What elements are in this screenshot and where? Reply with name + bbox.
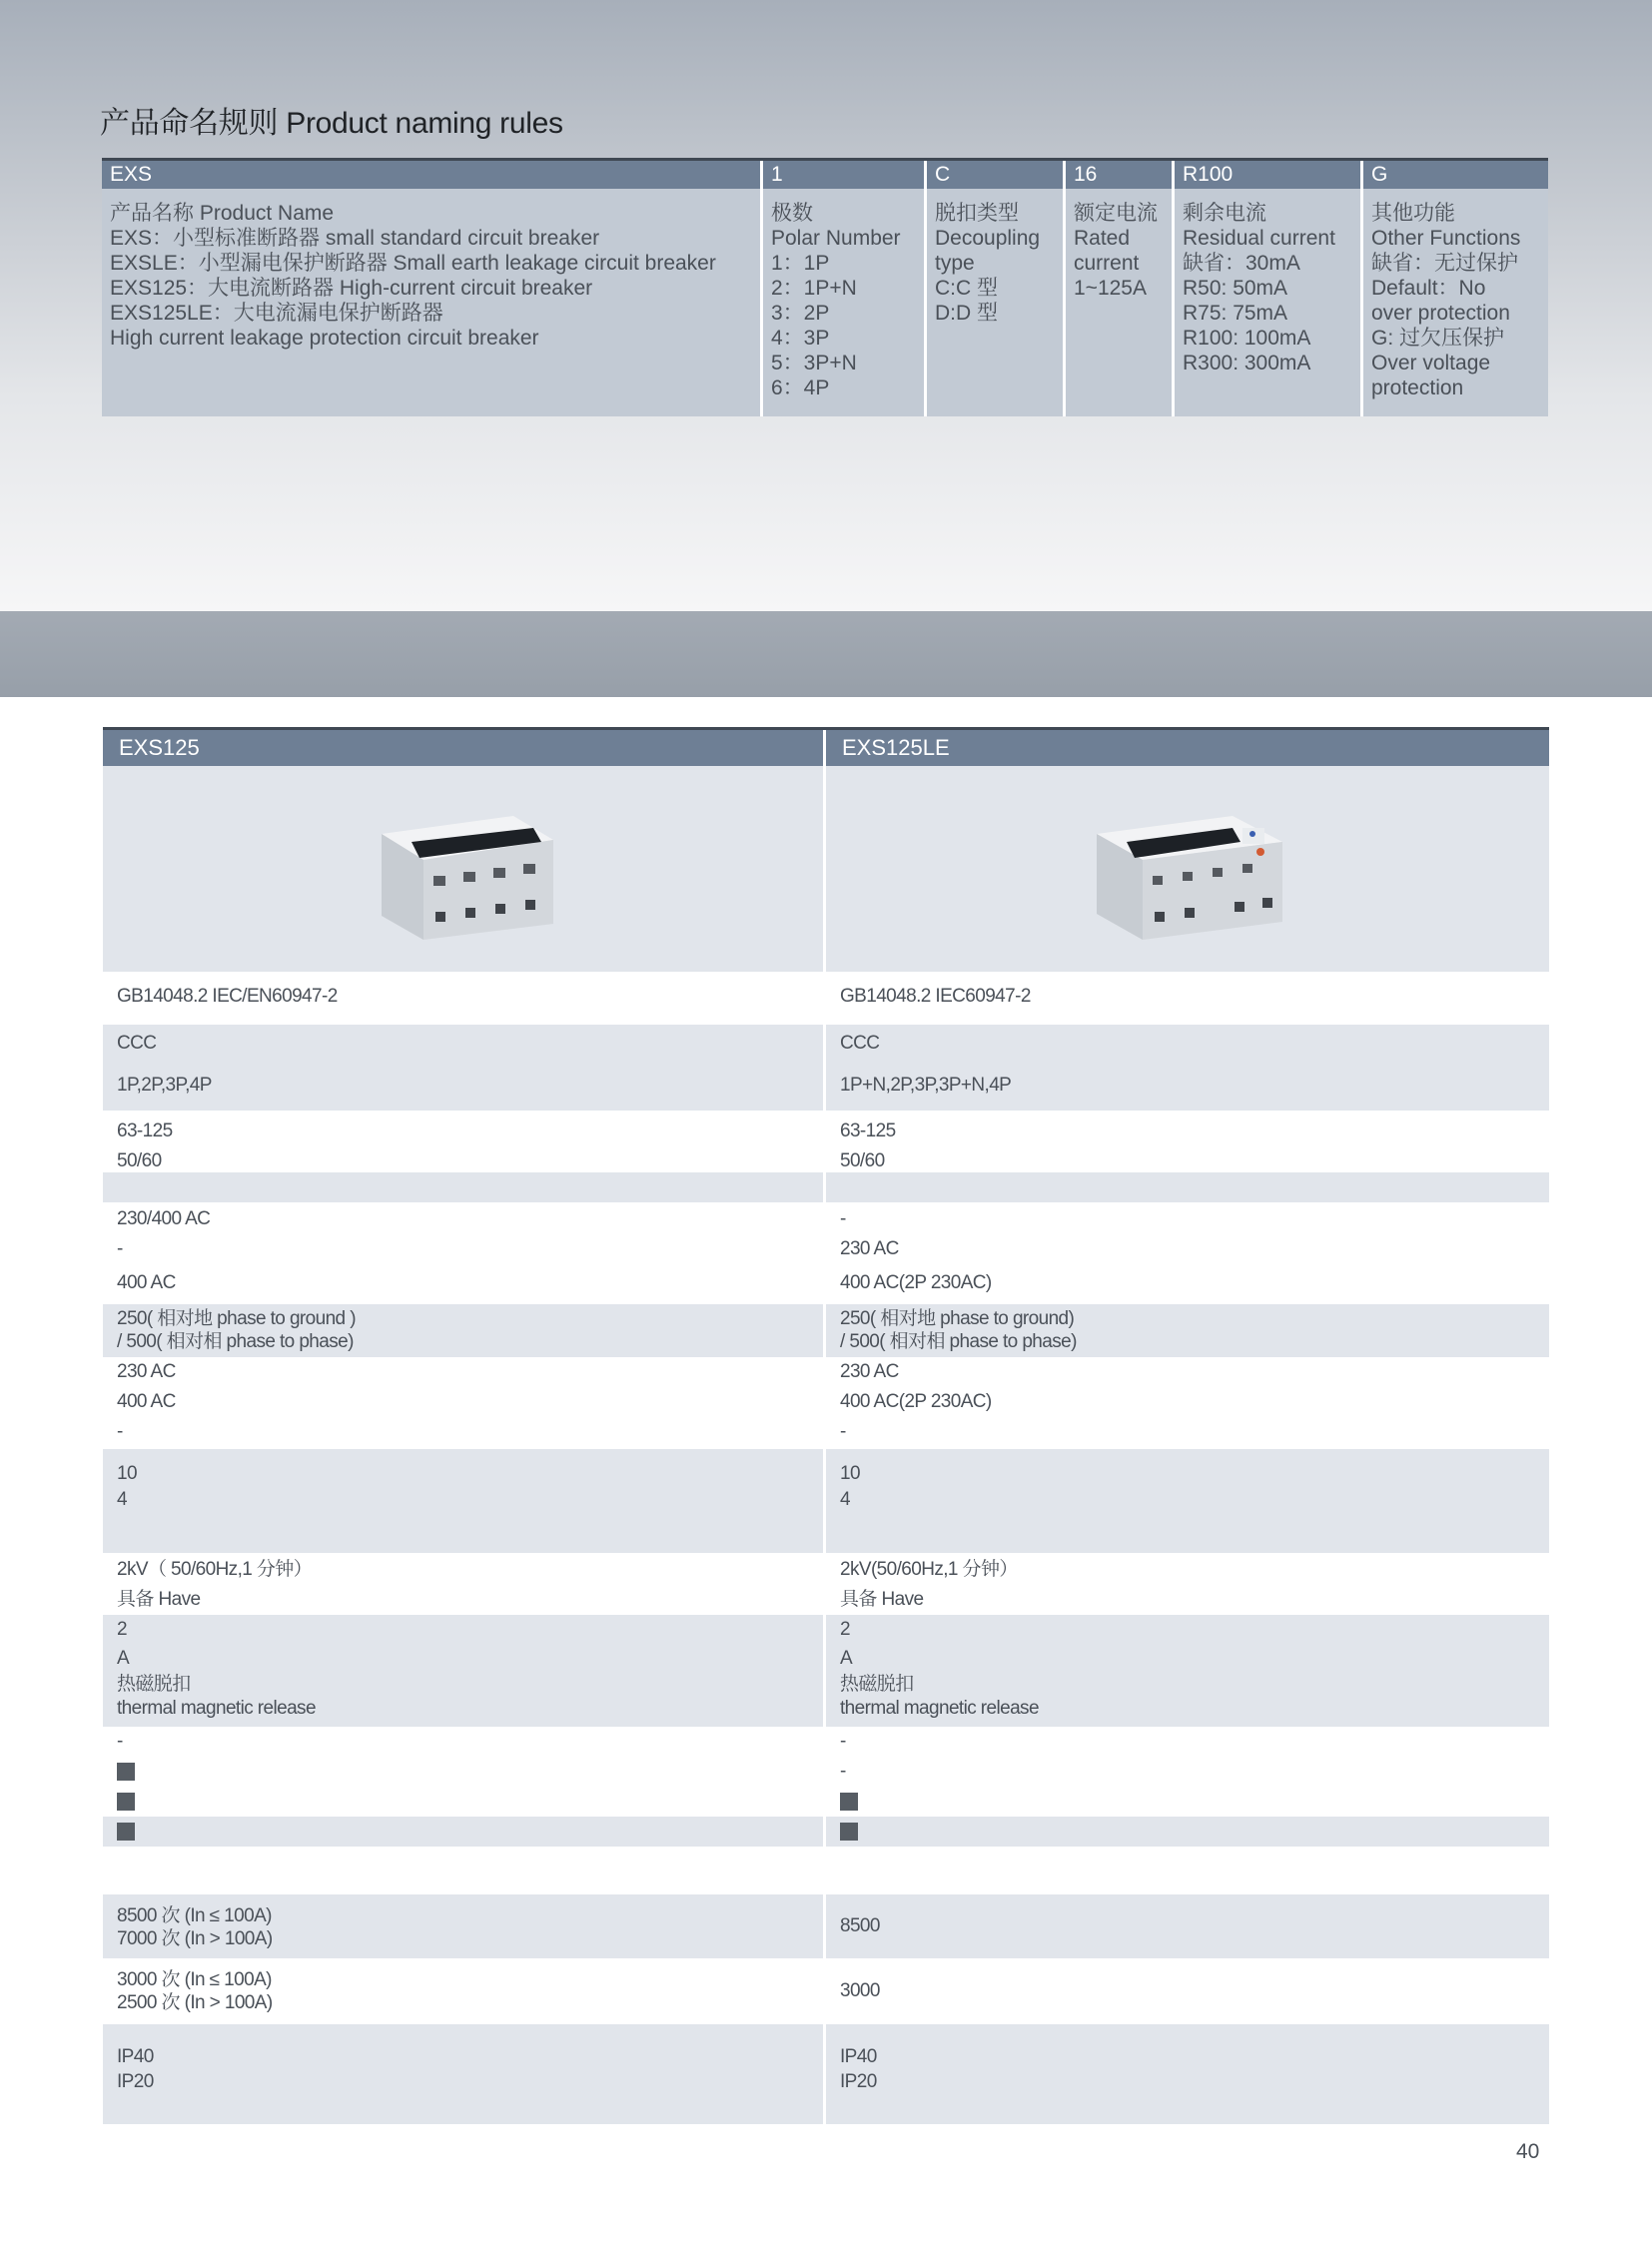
spec-value: / 500( 相对相 phase to phase) xyxy=(117,1331,354,1352)
spec-value: 3000 次 (In ≤ 100A) xyxy=(117,1969,272,1990)
spec-value: 400 AC(2P 230AC) xyxy=(840,1391,992,1412)
spec-cell xyxy=(826,1172,1549,1202)
naming-line: 2：1P+N xyxy=(771,277,857,300)
spec-cell xyxy=(103,1958,826,2024)
spec-value: 2 xyxy=(840,1619,850,1640)
spec-value: - xyxy=(117,1731,123,1752)
spec-value: / 500( 相对相 phase to phase) xyxy=(840,1331,1077,1352)
naming-line: 缺省：30mA xyxy=(1183,252,1300,275)
spec-value: - xyxy=(840,1208,846,1229)
spec-cell xyxy=(826,1615,1549,1727)
spec-cell xyxy=(103,1449,826,1553)
spec-value: 230 AC xyxy=(117,1361,176,1382)
spec-row-current-frequency xyxy=(103,1111,1549,1172)
naming-header-cell: 16 xyxy=(1066,161,1175,189)
naming-col-other-functions xyxy=(1363,189,1548,416)
spec-row-mechanical-life xyxy=(103,1894,1549,1958)
spec-value: 8500 次 (In ≤ 100A) xyxy=(117,1905,272,1926)
spec-cell xyxy=(103,1067,826,1111)
spec-cell xyxy=(103,1304,826,1357)
naming-line: Other Functions xyxy=(1371,227,1521,250)
exs125le-breaker-image xyxy=(1083,812,1292,942)
naming-line: 剩余电流 xyxy=(1183,202,1266,225)
naming-col-poles xyxy=(763,189,927,416)
spec-value: 1P,2P,3P,4P xyxy=(117,1075,212,1096)
spec-cell xyxy=(826,766,1549,972)
spec-cell xyxy=(826,1304,1549,1357)
spec-cell xyxy=(103,1111,826,1172)
spec-header-row xyxy=(103,730,1549,766)
filled-square-icon xyxy=(117,1823,135,1841)
spec-value: thermal magnetic release xyxy=(840,1698,1039,1719)
naming-header-cell: EXS xyxy=(102,161,763,189)
spec-cell xyxy=(103,1817,826,1847)
exs125-breaker-image xyxy=(364,812,563,942)
spec-value: IP20 xyxy=(117,2071,154,2092)
divider-band xyxy=(0,611,1652,697)
spec-value: 400 AC xyxy=(117,1391,176,1412)
page-number: 40 xyxy=(1516,2140,1540,2163)
spec-value: 63-125 xyxy=(117,1120,173,1141)
spec-row-empty xyxy=(103,1847,1549,1894)
spec-value: 230 AC xyxy=(840,1238,899,1259)
naming-line: 1~125A xyxy=(1074,277,1147,300)
spec-row-insulation-voltage xyxy=(103,1304,1549,1357)
spec-row-rated-voltage xyxy=(103,1202,1549,1268)
spec-cell xyxy=(826,1727,1549,1817)
spec-row-accessories xyxy=(103,1727,1549,1817)
naming-line: 缺省：无过保护 xyxy=(1371,252,1518,275)
spec-value: IP40 xyxy=(117,2046,154,2067)
spec-cell xyxy=(103,766,826,972)
spec-value: 10 xyxy=(117,1463,137,1484)
naming-line: R100: 100mA xyxy=(1183,327,1311,350)
spec-cell xyxy=(826,1553,1549,1615)
naming-line: 1：1P xyxy=(771,252,830,275)
spec-value xyxy=(117,1787,809,1817)
naming-line: R50: 50mA xyxy=(1183,277,1288,300)
spec-row-voltages xyxy=(103,1357,1549,1449)
naming-col-decoupling xyxy=(927,189,1066,416)
spec-cell xyxy=(103,1553,826,1615)
naming-header-row xyxy=(102,161,1548,189)
naming-line: Polar Number xyxy=(771,227,901,250)
spec-cell xyxy=(103,1025,826,1067)
spec-cell xyxy=(826,1958,1549,2024)
spec-row-empty xyxy=(103,1172,1549,1202)
spec-cell xyxy=(103,1357,826,1449)
spec-value: 50/60 xyxy=(117,1150,162,1171)
spec-value: 2500 次 (In > 100A) xyxy=(117,1992,273,2013)
spec-value: 230/400 AC xyxy=(117,1208,211,1229)
spec-row-breaking-capacity xyxy=(103,1449,1549,1553)
spec-cell xyxy=(826,1067,1549,1111)
naming-line: G: 过欠压保护 xyxy=(1371,327,1505,350)
spec-value: 4 xyxy=(117,1489,127,1510)
spec-value: 250( 相对地 phase to ground) xyxy=(840,1308,1075,1329)
naming-col-residual-current xyxy=(1175,189,1363,416)
spec-cell xyxy=(103,1202,826,1268)
naming-line: EXS125：大电流断路器 High-current circuit breaker xyxy=(110,277,593,300)
spec-value xyxy=(117,1757,809,1787)
naming-line: Decoupling xyxy=(935,227,1041,250)
naming-line: Rated xyxy=(1074,227,1131,250)
naming-line: 其他功能 xyxy=(1371,202,1455,225)
spec-value: 400 AC xyxy=(117,1272,176,1293)
naming-header-cell: G xyxy=(1371,163,1388,186)
naming-line: Over voltage xyxy=(1371,352,1491,374)
spec-value xyxy=(840,1787,1535,1817)
spec-value: 63-125 xyxy=(840,1120,896,1141)
spec-cell xyxy=(103,1172,826,1202)
spec-cell xyxy=(826,1025,1549,1067)
spec-value: IP20 xyxy=(840,2071,877,2092)
spec-value: 400 AC(2P 230AC) xyxy=(840,1272,992,1293)
spec-row-dielectric xyxy=(103,1553,1549,1615)
spec-value: 250( 相对地 phase to ground ) xyxy=(117,1308,356,1329)
spec-row-certification xyxy=(103,1025,1549,1067)
naming-line: protection xyxy=(1371,376,1464,399)
naming-line: 6：4P xyxy=(771,376,830,399)
naming-line: R75: 75mA xyxy=(1183,302,1288,325)
naming-line: EXSLE：小型漏电保护断路器 Small earth leakage circuit breaker xyxy=(110,252,716,275)
spec-value: GB14048.2 IEC/EN60947-2 xyxy=(117,986,338,1007)
spec-value: CCC xyxy=(117,1033,157,1054)
spec-cell xyxy=(826,1268,1549,1304)
spec-cell xyxy=(826,1449,1549,1553)
spec-value: - xyxy=(117,1421,123,1442)
spec-table xyxy=(103,727,1549,2124)
spec-value: - xyxy=(117,1238,123,1259)
spec-value: 8500 xyxy=(840,1915,880,1936)
spec-cell xyxy=(826,1847,1549,1894)
spec-cell xyxy=(103,1894,826,1958)
spec-cell xyxy=(103,1727,826,1817)
spec-value: 2kV（ 50/60Hz,1 分钟） xyxy=(117,1559,313,1580)
naming-line: EXS：小型标准断路器 small standard circuit breaker xyxy=(110,227,600,250)
spec-value: - xyxy=(840,1421,846,1442)
spec-cell xyxy=(826,1357,1549,1449)
spec-value: CCC xyxy=(840,1033,880,1054)
spec-value: 10 xyxy=(840,1463,860,1484)
spec-value: 2kV(50/60Hz,1 分钟） xyxy=(840,1559,1018,1580)
spec-row-poles xyxy=(103,1067,1549,1111)
naming-line: D:D 型 xyxy=(935,302,998,325)
naming-line: EXS125LE：大电流漏电保护断路器 xyxy=(110,302,443,325)
spec-row-release xyxy=(103,1615,1549,1727)
naming-line: over protection xyxy=(1371,302,1510,325)
spec-cell xyxy=(103,972,826,1025)
naming-line: type xyxy=(935,252,975,275)
spec-cell xyxy=(826,1111,1549,1172)
spec-row-operating-voltage xyxy=(103,1268,1549,1304)
spec-image-row xyxy=(103,766,1549,972)
spec-row-standard xyxy=(103,972,1549,1025)
spec-value: - xyxy=(840,1731,846,1752)
spec-value: 2 xyxy=(117,1619,127,1640)
naming-line: 产品名称 Product Name xyxy=(110,202,335,225)
naming-body-row xyxy=(102,189,1548,416)
naming-line: 4：3P xyxy=(771,327,830,350)
spec-row-protection-degree xyxy=(103,2024,1549,2124)
page-title: 产品命名规则 Product naming rules xyxy=(100,107,563,140)
spec-value: 50/60 xyxy=(840,1150,885,1171)
naming-line: 3：2P xyxy=(771,302,830,325)
spec-value: 230 AC xyxy=(840,1361,899,1382)
naming-line: current xyxy=(1074,252,1140,275)
spec-cell xyxy=(826,972,1549,1025)
naming-line: 额定电流 xyxy=(1074,202,1158,225)
naming-line: R300: 300mA xyxy=(1183,352,1311,374)
naming-header-cell: 1 xyxy=(763,161,927,189)
filled-square-icon xyxy=(840,1823,858,1841)
naming-col-rated-current xyxy=(1066,189,1175,416)
naming-line: 脱扣类型 xyxy=(935,202,1019,225)
spec-value: 热磁脱扣 xyxy=(117,1674,191,1695)
spec-value: A xyxy=(117,1648,130,1669)
naming-line: C:C 型 xyxy=(935,277,998,300)
spec-cell xyxy=(103,1615,826,1727)
spec-value: 4 xyxy=(840,1489,850,1510)
spec-cell xyxy=(826,1817,1549,1847)
filled-square-icon xyxy=(117,1793,135,1811)
naming-line: 5：3P+N xyxy=(771,352,857,374)
spec-header-exs125: EXS125 xyxy=(103,730,826,766)
spec-value: - xyxy=(840,1761,846,1782)
naming-rules-table xyxy=(102,158,1548,416)
spec-cell xyxy=(826,2024,1549,2124)
naming-col-product xyxy=(102,189,763,416)
naming-line: Residual current xyxy=(1183,227,1335,250)
filled-square-icon xyxy=(840,1793,858,1811)
spec-cell xyxy=(103,1847,826,1894)
spec-cell xyxy=(826,1202,1549,1268)
spec-cell xyxy=(826,1894,1549,1958)
spec-value: A xyxy=(840,1648,853,1669)
naming-header-cell: R100 xyxy=(1175,161,1363,189)
naming-line: 极数 xyxy=(771,202,813,225)
spec-value: 热磁脱扣 xyxy=(840,1674,914,1695)
spec-value: GB14048.2 IEC60947-2 xyxy=(840,986,1031,1007)
spec-value: 3000 xyxy=(840,1980,880,2001)
spec-header-exs125le: EXS125LE xyxy=(842,735,950,760)
spec-value: thermal magnetic release xyxy=(117,1698,316,1719)
spec-cell xyxy=(103,1268,826,1304)
naming-line: High current leakage protection circuit breaker xyxy=(110,327,539,350)
filled-square-icon xyxy=(117,1763,135,1781)
spec-row-electrical-life xyxy=(103,1958,1549,2024)
spec-value: 7000 次 (In > 100A) xyxy=(117,1928,273,1949)
naming-line: Default：No xyxy=(1371,277,1486,300)
spec-value: IP40 xyxy=(840,2046,877,2067)
spec-row-accessory xyxy=(103,1817,1549,1847)
spec-value: 具备 Have xyxy=(117,1589,201,1610)
spec-value: 具备 Have xyxy=(840,1589,924,1610)
naming-header-cell: C xyxy=(927,161,1066,189)
spec-value: 1P+N,2P,3P,3P+N,4P xyxy=(840,1075,1012,1096)
spec-cell xyxy=(103,2024,826,2124)
